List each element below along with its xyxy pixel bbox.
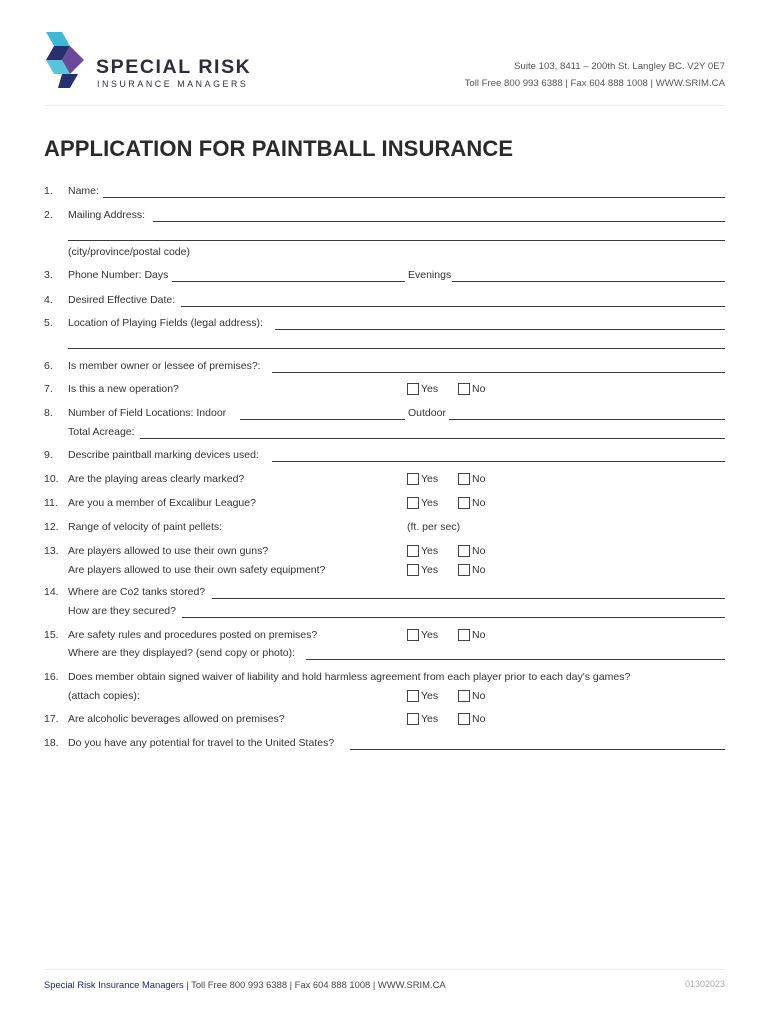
company-logo	[44, 32, 264, 92]
q9-label: Describe paintball marking devices used:	[68, 449, 259, 461]
q4-label: Desired Effective Date:	[68, 294, 176, 306]
q16-number: 16.	[44, 671, 59, 683]
q4-number: 4.	[44, 294, 53, 306]
q13-number: 13.	[44, 545, 59, 557]
q13-guns-no-checkbox[interactable]	[458, 545, 470, 557]
mailing-address-field[interactable]	[153, 221, 725, 222]
q3-number: 3.	[44, 269, 53, 281]
q12-label: Range of velocity of paint pellets:	[68, 521, 223, 533]
q2-sublabel: (city/province/postal code)	[68, 246, 190, 258]
q11-no-label: No	[472, 497, 486, 509]
q17-no-label: No	[472, 713, 486, 725]
q18-number: 18.	[44, 737, 59, 749]
q11-yes-label: Yes	[421, 497, 439, 509]
q8-acreage-label: Total Acreage:	[68, 426, 135, 438]
q11-number: 11.	[44, 497, 58, 509]
co2-security-field[interactable]	[182, 617, 725, 618]
q17-yes-label: Yes	[421, 713, 439, 725]
logo-title: SPECIAL RISK	[96, 56, 252, 78]
q16-label: Does member obtain signed waiver of liability and hold harmless agreement from each player prior to each day's games?	[68, 671, 631, 683]
q10-yes-label: Yes	[421, 473, 439, 485]
mailing-address-field-2[interactable]	[68, 240, 725, 241]
outdoor-locations-field[interactable]	[449, 419, 725, 420]
q8-label: Number of Field Locations: Indoor	[68, 407, 227, 419]
q15-no-label: No	[472, 629, 486, 641]
q7-number: 7.	[44, 383, 53, 395]
q2-label: Mailing Address:	[68, 209, 146, 221]
indoor-locations-field[interactable]	[240, 419, 405, 420]
q10-label: Are the playing areas clearly marked?	[68, 473, 245, 485]
q17-yes-checkbox[interactable]	[407, 713, 419, 725]
q1-label: Name:	[68, 185, 99, 197]
logo-subtitle: INSURANCE MANAGERS	[97, 79, 249, 89]
q9-number: 9.	[44, 449, 53, 461]
q12-number: 12.	[44, 521, 59, 533]
form-title: APPLICATION FOR PAINTBALL INSURANCE	[44, 136, 514, 161]
q13-sublabel: Are players allowed to use their own safety equipment?	[68, 564, 326, 576]
name-field[interactable]	[103, 197, 725, 198]
footer-contact: | Toll Free 800 993 6388 | Fax 604 888 1008 | WWW.SRIM.CA	[183, 979, 446, 990]
form-code: 01302023	[684, 979, 725, 989]
total-acreage-field[interactable]	[140, 438, 725, 439]
q6-label: Is member owner or lessee of premises?:	[68, 360, 261, 372]
field-location-field[interactable]	[275, 329, 725, 330]
owner-lessee-field[interactable]	[272, 372, 725, 373]
header-address: Suite 103, 8411 – 200th St. Langley BC. V2Y 0E7	[514, 61, 725, 72]
q16-no-label: No	[472, 690, 486, 702]
footer-company: Special Risk Insurance Managers	[44, 979, 184, 990]
q17-number: 17.	[44, 713, 59, 725]
q13-equipment-no-label: No	[472, 564, 486, 576]
q10-yes-checkbox[interactable]	[407, 473, 419, 485]
q5-label: Location of Playing Fields (legal address):	[68, 317, 263, 329]
q1-number: 1.	[44, 185, 53, 197]
q3-evenings-label: Evenings	[408, 269, 452, 281]
header-contact	[465, 58, 725, 92]
q16-sublabel: (attach copies):	[68, 690, 140, 702]
q15-yes-checkbox[interactable]	[407, 629, 419, 641]
q15-sublabel: Where are they displayed? (send copy or photo):	[68, 647, 296, 659]
q10-number: 10.	[44, 473, 59, 485]
q17-label: Are alcoholic beverages allowed on premises?	[68, 713, 285, 725]
q13-equipment-yes-checkbox[interactable]	[407, 564, 419, 576]
q11-no-checkbox[interactable]	[458, 497, 470, 509]
q16-yes-checkbox[interactable]	[407, 690, 419, 702]
q13-guns-yes-checkbox[interactable]	[407, 545, 419, 557]
q8-outdoor-label: Outdoor	[408, 407, 446, 419]
q15-number: 15.	[44, 629, 59, 641]
q7-yes-label: Yes	[421, 383, 439, 395]
q7-label: Is this a new operation?	[68, 383, 179, 395]
q17-no-checkbox[interactable]	[458, 713, 470, 725]
footer	[44, 979, 446, 990]
phone-days-field[interactable]	[172, 281, 405, 282]
q15-yes-label: Yes	[421, 629, 439, 641]
us-travel-field[interactable]	[350, 749, 725, 750]
q2-number: 2.	[44, 209, 53, 221]
logo-mark-icon	[44, 32, 92, 90]
header-phone-web: Toll Free 800 993 6388 | Fax 604 888 1008 | WWW.SRIM.CA	[464, 78, 725, 89]
q16-yes-label: Yes	[421, 690, 439, 702]
q13-guns-no-label: No	[472, 545, 486, 557]
q6-number: 6.	[44, 360, 53, 372]
q15-label: Are safety rules and procedures posted on premises?	[68, 629, 318, 641]
rules-display-field[interactable]	[306, 659, 725, 660]
q13-label: Are players allowed to use their own guns?	[68, 545, 269, 557]
q13-equipment-yes-label: Yes	[421, 564, 439, 576]
q12-unit-label: (ft. per sec)	[407, 521, 461, 533]
q14-number: 14.	[44, 586, 59, 598]
q11-label: Are you a member of Excalibur League?	[68, 497, 256, 509]
field-location-field-2[interactable]	[68, 348, 725, 349]
q10-no-checkbox[interactable]	[458, 473, 470, 485]
q7-no-label: No	[472, 383, 486, 395]
q5-number: 5.	[44, 317, 53, 329]
header-divider	[44, 105, 725, 106]
q3-label: Phone Number: Days	[68, 269, 169, 281]
q13-equipment-no-checkbox[interactable]	[458, 564, 470, 576]
marking-devices-field[interactable]	[272, 461, 725, 462]
q13-guns-yes-label: Yes	[421, 545, 439, 557]
phone-evenings-field[interactable]	[452, 281, 725, 282]
footer-divider	[44, 969, 725, 970]
q10-no-label: No	[472, 473, 486, 485]
effective-date-field[interactable]	[181, 306, 725, 307]
q8-number: 8.	[44, 407, 53, 419]
q11-yes-checkbox[interactable]	[407, 497, 419, 509]
co2-storage-field[interactable]	[212, 598, 725, 599]
q15-no-checkbox[interactable]	[458, 629, 470, 641]
q7-yes-checkbox[interactable]	[407, 383, 419, 395]
q14-sublabel: How are they secured?	[68, 605, 176, 617]
q14-label: Where are Co2 tanks stored?	[68, 586, 206, 598]
q18-label: Do you have any potential for travel to the United States?	[68, 737, 335, 749]
q16-no-checkbox[interactable]	[458, 690, 470, 702]
q7-no-checkbox[interactable]	[458, 383, 470, 395]
letterhead	[0, 0, 770, 106]
